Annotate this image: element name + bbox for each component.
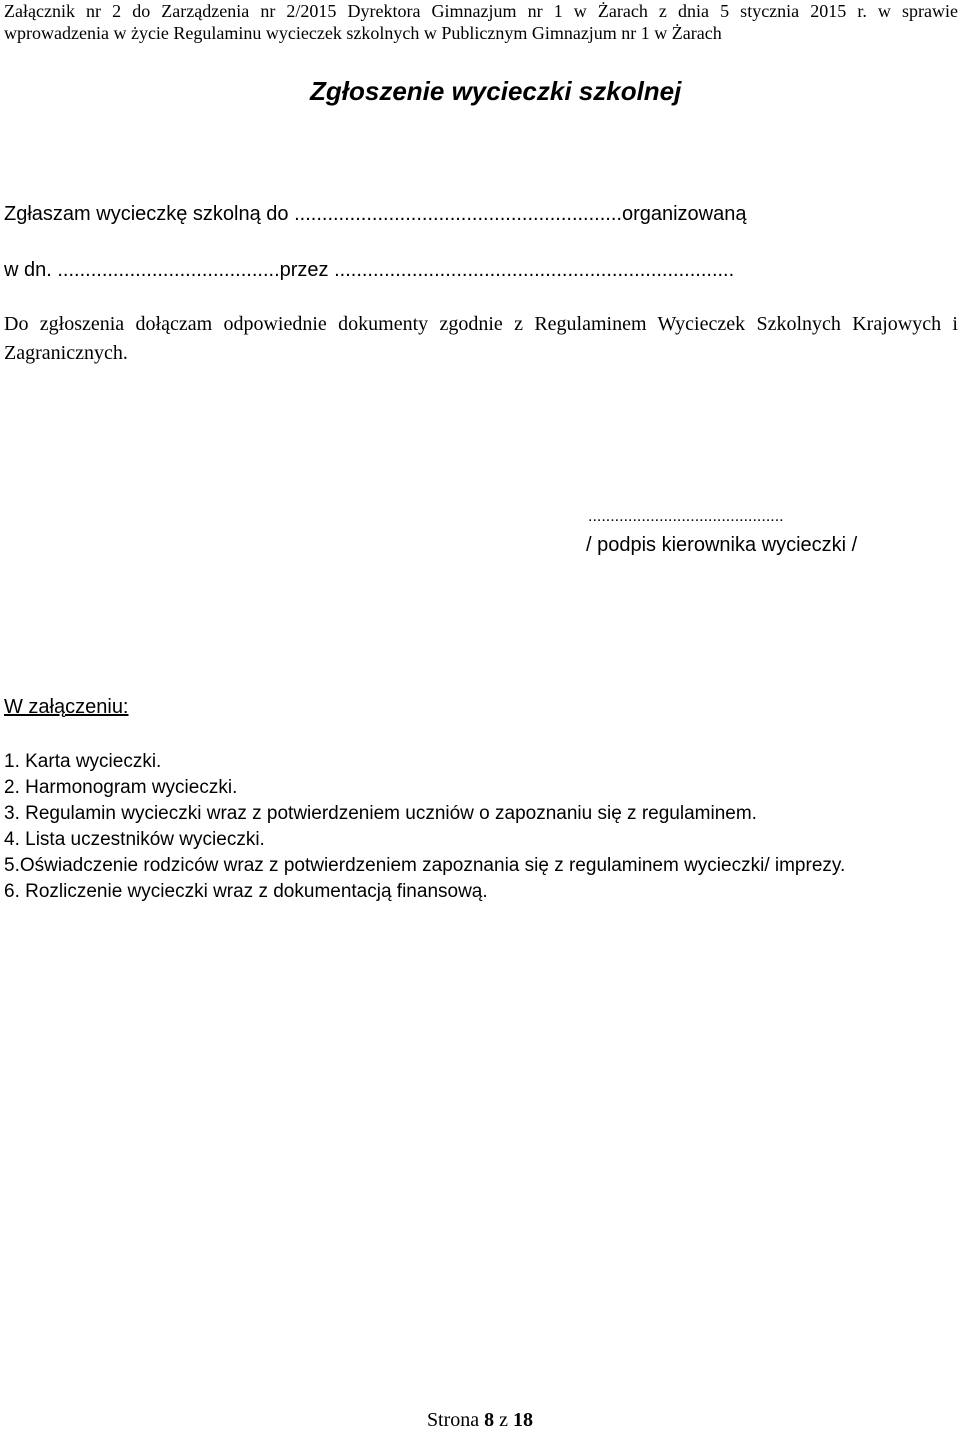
signature-block <box>586 508 857 558</box>
documents-paragraph: Do zgłoszenia dołączam odpowiednie dokumenty zgodnie z Regulaminem Wycieczek Szkolnych Krajowych i Zagranicznych. <box>4 313 958 364</box>
page-footer <box>0 1408 960 1432</box>
page-separator: z <box>499 1409 509 1431</box>
attachment-item: 6. Rozliczenie wycieczki wraz z dokumentacją finansową. <box>4 881 488 902</box>
page-label: Strona <box>426 1409 480 1431</box>
attachments-list <box>4 749 956 905</box>
page-total: 18 <box>513 1409 534 1431</box>
page-number: 8 <box>484 1409 495 1431</box>
header-line-1: Załącznik nr 2 do Zarządzenia nr 2/2015 Dyrektora Gimnazjum nr 1 w Żarach z dnia 5 stycznia 2015 r. w sprawie <box>4 1 958 21</box>
attachments-heading: W załączeniu: <box>4 696 129 718</box>
attachment-item: 1. Karta wycieczki. <box>4 751 162 772</box>
signature-line: ............................................ <box>588 508 784 525</box>
attachment-item: 5.Oświadczenie rodziców wraz z potwierdzeniem zapoznania się z regulaminem wycieczki/ imprezy. <box>4 855 846 876</box>
document-title: Zgłoszenie wycieczki szkolnej <box>310 76 682 106</box>
document-header <box>4 0 958 44</box>
attachment-item: 3. Regulamin wycieczki wraz z potwierdzeniem uczniów o zapoznaniu się z regulaminem. <box>4 803 757 824</box>
signature-label: / podpis kierownika wycieczki / <box>586 534 858 556</box>
header-line-2: wprowadzenia w życie Regulaminu wycieczek szkolnych w Publicznym Gimnazjum nr 1 w Żarach <box>4 23 722 43</box>
attachment-item: 4. Lista uczestników wycieczki. <box>4 829 265 850</box>
destination-line: Zgłaszam wycieczkę szkolną do ...........................................................organizowaną <box>4 203 747 225</box>
attachment-item: 2. Harmonogram wycieczki. <box>4 777 238 798</box>
date-organizer-line: w dn. ........................................przez ........................................................................ <box>4 259 735 281</box>
